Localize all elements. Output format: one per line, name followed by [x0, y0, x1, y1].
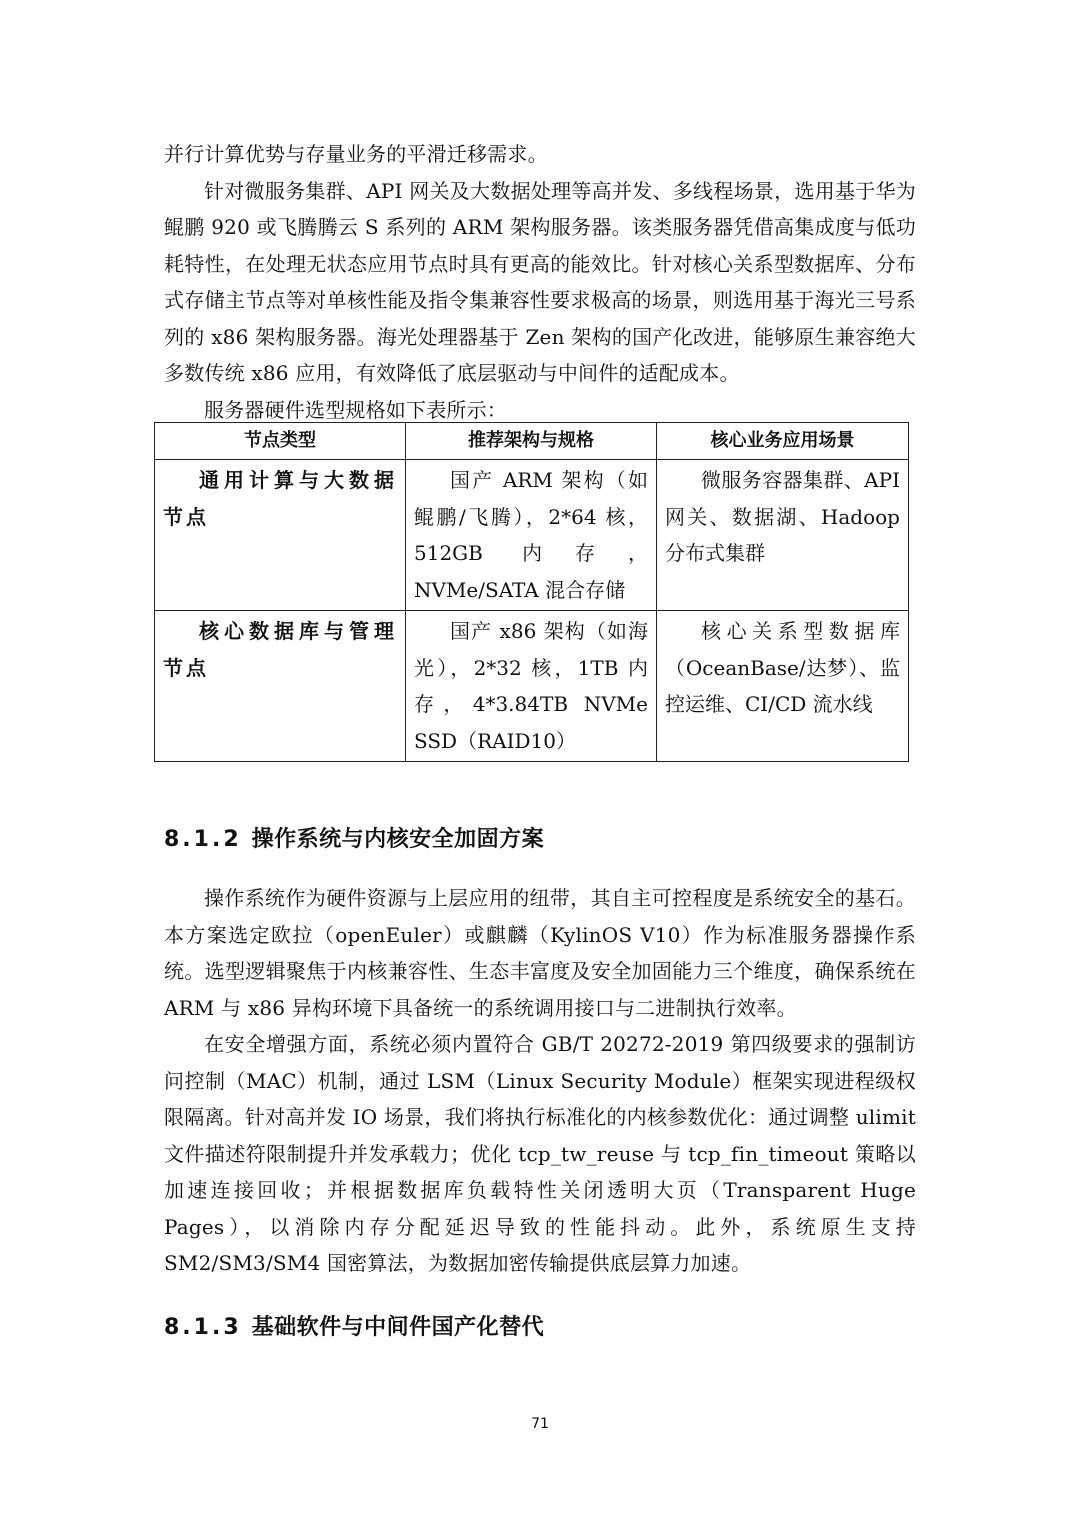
section-title: 操作系统与内核安全加固方案: [251, 827, 545, 852]
intro-paragraph-server-selection: 针对微服务集群、API 网关及大数据处理等高并发、多线程场景，选用基于华为鲲鹏 920 或飞腾腾云 S 系列的 ARM 架构服务器。该类服务器凭借高集成度与低功耗特性，在处理无状态应用节点时具有更高的能效比。针对核心关系型数据库、分布式存储主节点等对单核性能及指令集兼容性要求极高的场景，则选用基于海光三号系列的 x86 架构服务器。海光处理器基于 Zen 架构的国产化改进，能够原生兼容绝大多数传统 x86 应用，有效降低了底层驱动与中间件的适配成本。: [164, 178, 916, 385]
table-cell-node: 通用计算与大数据节点: [155, 460, 406, 611]
intro-block: [164, 136, 916, 428]
intro-table-caption: 服务器硬件选型规格如下表所示：: [204, 397, 507, 422]
section-title: 基础软件与中间件国产化替代: [251, 1315, 545, 1340]
table-row: [155, 611, 909, 762]
table-cell-spec: 国产 x86 架构（如海光），2*32 核，1TB 内存，4*3.84TB NVMe SSD（RAID10）: [406, 611, 657, 762]
os-selection-paragraph: 操作系统作为硬件资源与上层应用的纽带，其自主可控程度是系统安全的基石。本方案选定欧拉（openEuler）或麒麟（KylinOS V10）作为标准服务器操作系统。选型逻辑聚焦于内核兼容性、生态丰富度及安全加固能力三个维度，确保系统在 ARM 与 x86 异构环境下具备统一的系统调用接口与二进制执行效率。: [164, 886, 916, 1020]
page-number: 71: [531, 1416, 549, 1432]
security-hardening-paragraph: 在安全增强方面，系统必须内置符合 GB/T 20272-2019 第四级要求的强制访问控制（MAC）机制，通过 LSM（Linux Security Module）框架实现进程级权限隔离。针对高并发 IO 场景，我们将执行标准化的内核参数优化：通过调整 ulimit 文件描述符限制提升并发承载力；优化 tcp_tw_reuse 与 tcp_fin_timeout 策略以加速连接回收；并根据数据库负载特性关闭透明大页（Transparent Huge Pages），以消除内存分配延迟导致的性能抖动。此外，系统原生支持 SM2/SM3/SM4 国密算法，为数据加密传输提供底层算力加速。: [164, 1032, 916, 1275]
table-cell-scenario: 微服务容器集群、API 网关、数据湖、Hadoop 分布式集群: [657, 460, 909, 611]
table-header-spec: 推荐架构与规格: [406, 423, 657, 460]
section-heading-8-1-2: [164, 822, 544, 853]
table-header-row: [155, 423, 909, 460]
table-row: [155, 460, 909, 611]
section-number: 8.1.3: [164, 1315, 242, 1340]
intro-paragraph-tail: 并行计算优势与存量业务的平滑迁移需求。: [164, 142, 548, 166]
table-header-scenario: 核心业务应用场景: [657, 423, 909, 460]
table-header-node-type: 节点类型: [155, 423, 406, 460]
table-cell-spec: 国产 ARM 架构（如鲲鹏/飞腾），2*64 核，512GB 内存，NVMe/SATA 混合存储: [406, 460, 657, 611]
section-8-1-2-body: [164, 880, 916, 1282]
section-number: 8.1.2: [164, 827, 242, 852]
server-spec-table: [154, 422, 909, 762]
section-heading-8-1-3: [164, 1310, 544, 1341]
table-cell-node: 核心数据库与管理节点: [155, 611, 406, 762]
table-cell-scenario: 核心关系型数据库（OceanBase/达梦）、监控运维、CI/CD 流水线: [657, 611, 909, 762]
